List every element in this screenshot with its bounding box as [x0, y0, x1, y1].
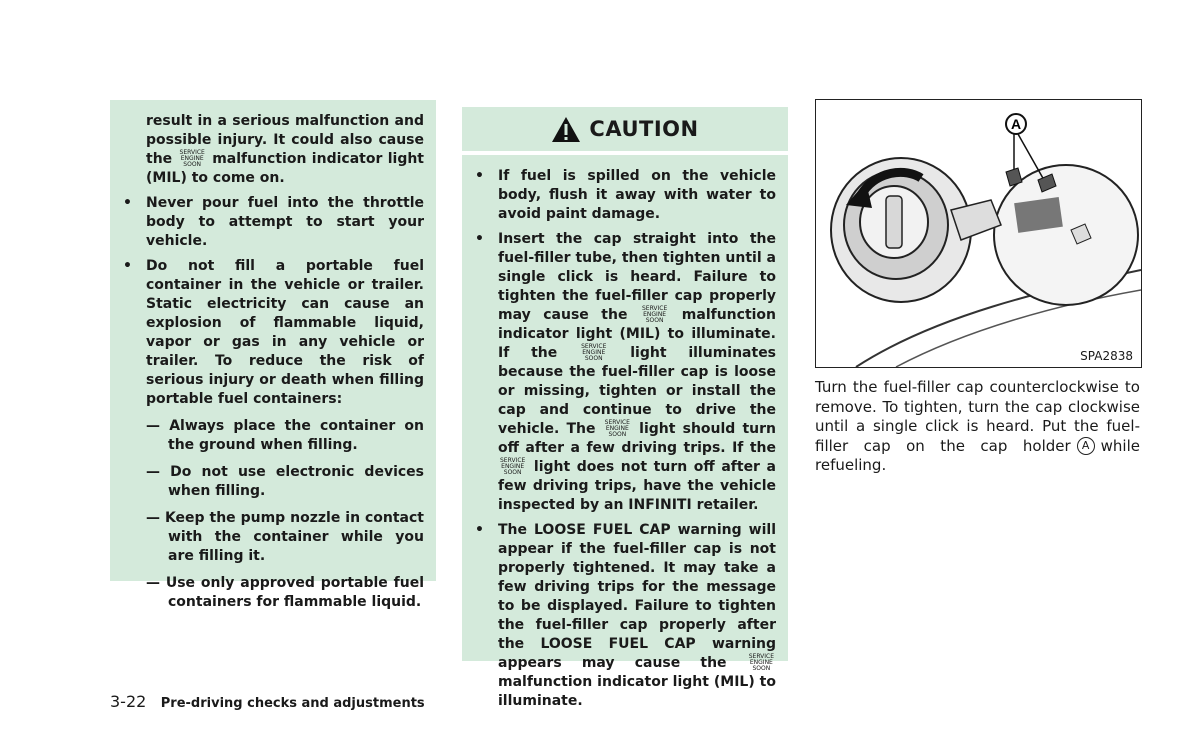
figure-callout-a: A — [1010, 116, 1022, 132]
service-engine-soon-icon: SERVICE ENGINE SOON — [604, 419, 630, 438]
caution-bullet-1: • If fuel is spilled on the vehicle body, flush it away with water to avoid paint damage. — [498, 167, 776, 224]
left-dash-4: — Use only approved portable fuel containers for flammable liquid. — [146, 575, 424, 610]
left-dash-2: — Do not use electronic devices when filling. — [146, 464, 424, 499]
caution-header — [462, 107, 788, 151]
caution-bullet-3: • The LOOSE FUEL CAP warning will appear if the fuel-filler cap is not properly tightened. It may take a few driving trips for the message to be displayed. Failure to tighten the fuel-filler cap properly after the LOOSE FUEL CAP warning appears may cause the SERVICE ENGINE SOON malfunction indicator light (MIL) to illuminate. — [498, 521, 776, 711]
service-engine-soon-icon: SERVICE ENGINE SOON — [500, 457, 526, 476]
warning-triangle-icon — [551, 116, 581, 143]
service-engine-soon-icon: SERVICE ENGINE SOON — [748, 653, 775, 672]
left-dash-3: — Keep the pump nozzle in contact with the container while you are filling it. — [146, 510, 424, 564]
service-engine-soon-icon: SERVICE ENGINE SOON — [581, 343, 607, 362]
caution-body — [462, 155, 788, 709]
caution-bullet-2: • Insert the cap straight into the fuel-filler tube, then tighten until a single click is heard. Failure to tighten the fuel-filler cap properly may cause the SERVICE ENGINE SOON malfunction indicator light (MIL) to illuminate. If the SERVICE ENGINE SOON light illuminates because the fuel-filler cap is loose or missing, tighten or install the cap and continue to drive the vehicle. The SERVICE ENGINE SOON light should turn off after a few driving trips. If the SERVICE ENGINE SOON light does not turn off after a few driving trips, have the vehicle inspected by an INFINITI retailer. — [498, 230, 776, 515]
service-engine-soon-icon: SERVICE ENGINE SOON — [179, 149, 205, 168]
callout-a-icon: A — [1077, 437, 1095, 455]
figure-label: SPA2838 — [1080, 349, 1133, 363]
fuel-filler-illustration — [816, 100, 1141, 367]
page-number: 3-22 — [110, 692, 147, 711]
fuel-cap-figure — [815, 99, 1142, 368]
caution-title: CAUTION — [589, 117, 699, 141]
right-column-text: Turn the fuel-filler cap counterclockwise to remove. To tighten, turn the cap clockwise until a single click is heard. Put the fuel-filler cap on the cap holder A while refueling. — [815, 378, 1140, 474]
page-footer — [110, 692, 425, 711]
left-paragraph-1: result in a serious malfunction and possible injury. It could also cause the SERVICE ENGINE SOON malfunction indicator light (MIL) to come on. — [146, 113, 425, 186]
service-engine-soon-icon: SERVICE ENGINE SOON — [641, 305, 668, 324]
left-bullet-1: • Never pour fuel into the throttle body to attempt to start your vehicle. — [146, 194, 424, 251]
section-title: Pre-driving checks and adjustments — [160, 696, 425, 711]
left-column — [110, 100, 436, 610]
left-dash-1: — Always place the container on the ground when filling. — [146, 418, 424, 453]
left-bullet-2: • Do not fill a portable fuel container in the vehicle or trailer. Static electricity can cause an explosion of flammable liquid, vapor or gas in any vehicle or trailer. To reduce the risk of serious injury or death when filling portable fuel containers: — [146, 257, 424, 409]
